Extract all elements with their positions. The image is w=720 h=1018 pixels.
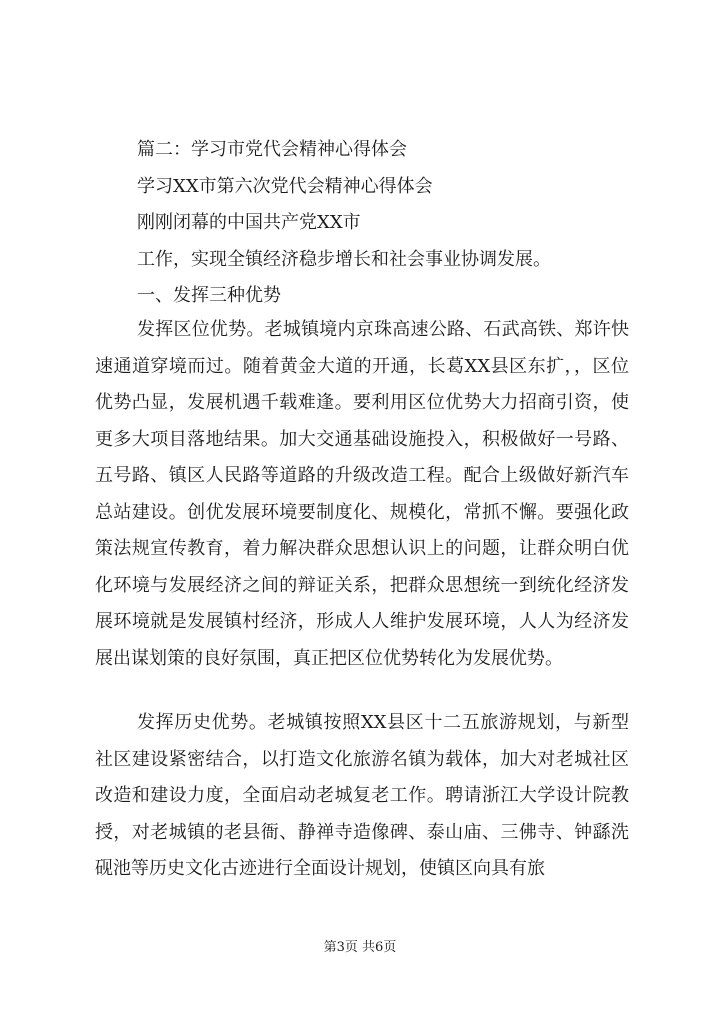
paragraph-history-advantage: 发挥历史优势。老城镇按照XX县区十二五旅游规划，与新型社区建设紧密结合，以打造文化旅游名镇为载体，加大对老城社区改造和建设力度，全面启动老城复老工作。聘请浙江大学设计院教授，对老城镇的老县衙、静禅寺造像碑、泰山庙、三佛寺、钟繇洗砚池等历史文化古迹进行全面设计规划，使镇区向具有旅 [95,712,629,879]
section-heading: 一、发挥三种优势 [137,285,281,306]
heading-line-2: 学习XX市第六次党代会精神心得体会 [137,176,433,197]
heading-line-4: 工作，实现全镇经济稳步增长和社会事业协调发展。 [137,249,551,270]
paragraph-location-advantage: 发挥区位优势。老城镇境内京珠高速公路、石武高铁、郑许快速通道穿境而过。随着黄金大道的开通，长葛XX县区东扩，，区位优势凸显，发展机遇千载难逢。要利用区位优势大力招商引资，使更多大项目落地结果。加大交通基础设施投入，积极做好一号路、五号路、镇区人民路等道路的升级改造工程。配合上级做好新汽车总站建设。创优发展环境要制度化、规模化，常抓不懈。要强化政策法规宣传教育，着力解决群众思想认识上的问题，让群众明白优化环境与发展经济之间的辩证关系，把群众思想统一到统化经济发展环境就是发展镇村经济，形成人人维护发展环境，人人为经济发展出谋划策的良好氛围，真正把区位优势转化为发展优势。 [95,319,629,669]
heading-line-3: 刚刚闭幕的中国共产党XX市 [137,212,361,233]
heading-line-1: 篇二：学习市党代会精神心得体会 [137,139,407,160]
page-footer: 第3页 共6页 [323,940,397,955]
